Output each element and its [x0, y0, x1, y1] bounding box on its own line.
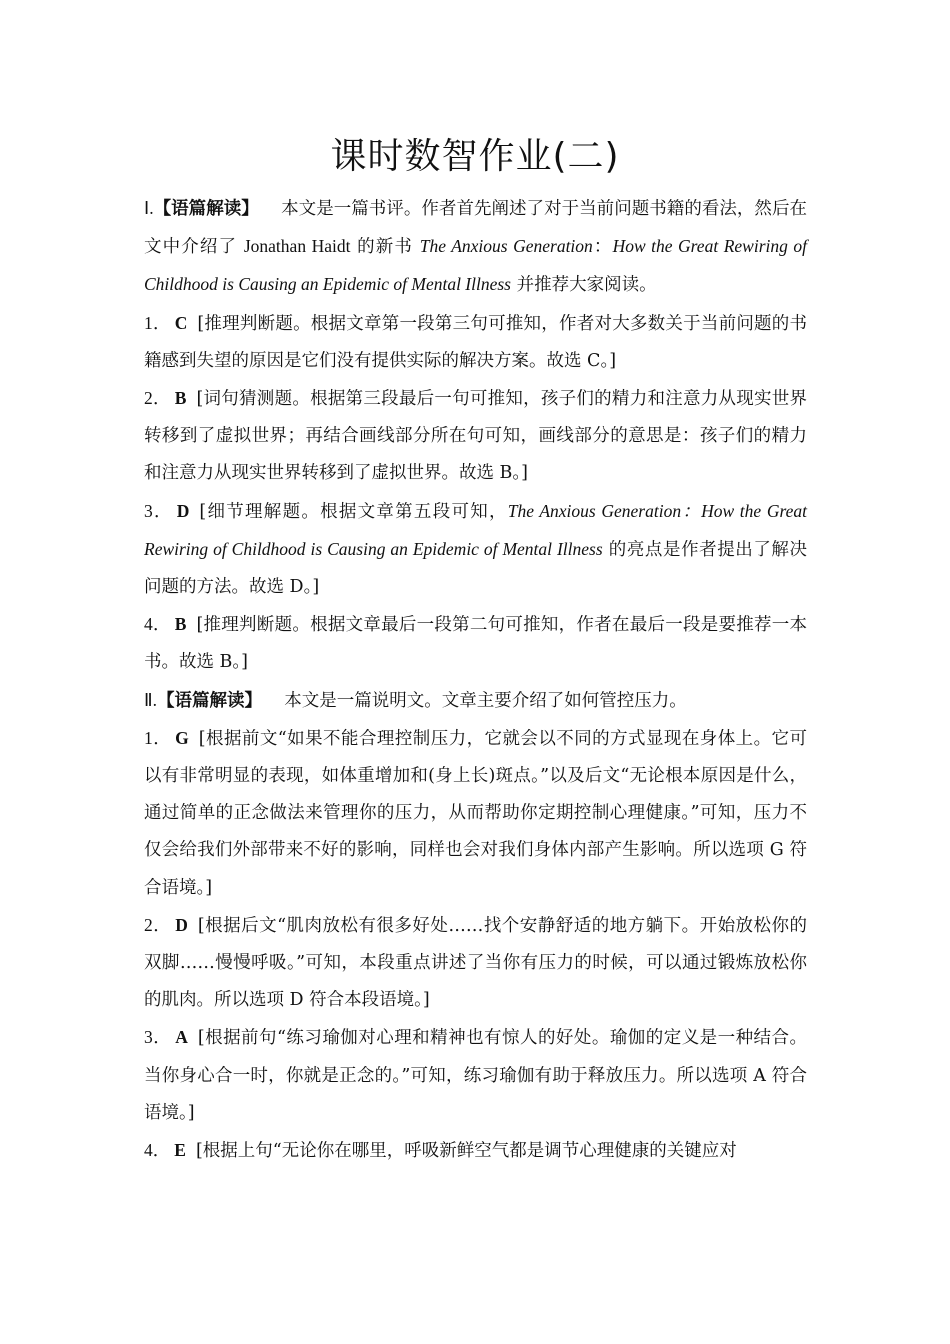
section1-book-subtitle: How the Great Rewiring of Childhood is Causing an Epidemic of Mental Illness [144, 236, 807, 295]
question-number: 1． [144, 312, 171, 333]
explanation: [根据前文“如果不能合理控制压力，它就会以不同的方式显现在身体上。它可以有非常明显的表现，如体重增加和(身上长)斑点。”以及后文“无论根本原因是什么，通过简单的正念做法来管理你的压力，从而帮助你定期控制心理健康。”可知，压力不仅会给我们外部带来不好的影响，同样也会对我们身体内部产生影响。所以选项 G 符合语境。] [144, 728, 808, 898]
section1-colon: ： [592, 237, 613, 258]
explanation: [推理判断题。根据文章最后一段第二句可推知，作者在最后一段是要推荐一本书。故选 B。] [144, 615, 807, 673]
section1-intro [144, 190, 807, 305]
book-title: The Anxious Generation：How the Great Rewiring of Childhood is Causing an Epidemic of Mental Illness [144, 500, 807, 559]
answer-letter: A [175, 1027, 188, 1048]
document-body [144, 190, 807, 1170]
section2-intro-text: 本文是一篇说明文。文章主要介绍了如何管控压力。 [284, 690, 687, 711]
section2-number: Ⅱ. [144, 689, 157, 710]
explanation: [根据上句“无论你在哪里，呼吸新鲜空气都是调节心理健康的关键应对 [195, 1141, 737, 1162]
question-number: 4． [144, 614, 171, 635]
section1-tag: 【语篇解读】 [153, 199, 259, 219]
question-number: 2． [144, 388, 171, 409]
question-number: 3． [144, 1027, 172, 1048]
section1-author: Jonathan Haidt [243, 236, 351, 257]
answer-letter: D [176, 500, 190, 521]
section2-q4 [144, 1132, 807, 1170]
answer-letter: E [174, 1140, 186, 1161]
section1-q1 [144, 305, 807, 380]
section1-intro-text-c: 并推荐大家阅读。 [516, 275, 657, 296]
section1-q2 [144, 380, 807, 493]
page-title: 课时数智作业(二) [330, 136, 620, 177]
question-number: 3． [144, 500, 173, 521]
question-number: 4． [144, 1140, 171, 1161]
explanation: [根据前句“练习瑜伽对心理和精神也有惊人的好处。瑜伽的定义是一种结合。当你身心合一时，你就是正念的。”可知，练习瑜伽有助于释放压力。所以选项 A 符合语境。] [144, 1028, 807, 1123]
section1-q4 [144, 606, 807, 681]
section2-tag: 【语篇解读】 [157, 690, 262, 711]
explanation-b: 的亮点是作者提出了解决问题的方法。故选 D。] [144, 539, 807, 598]
section1-book-title: The Anxious Generation [419, 236, 593, 257]
explanation-a: [细节理解题。根据文章第五段可知， [199, 501, 508, 522]
answer-letter: B [174, 388, 187, 409]
section1-q3 [144, 493, 807, 607]
section2-q3 [144, 1019, 807, 1132]
answer-letter: C [174, 312, 188, 333]
answer-letter: B [174, 614, 187, 635]
question-number: 2． [144, 914, 172, 935]
section2-q1 [144, 720, 807, 907]
question-number: 1． [144, 727, 172, 748]
section2-intro [144, 682, 807, 720]
explanation: [推理判断题。根据文章第一段第三句可推知，作者对大多数关于当前问题的书籍感到失望的原因是它们没有提供实际的解决方案。故选 C。] [144, 313, 808, 371]
answer-letter: D [175, 914, 188, 935]
explanation: [词句猜测题。根据第三段最后一句可推知，孩子们的精力和注意力从现实世界转移到了虚拟世界；再结合画线部分所在句可知，画线部分的意思是：孩子们的精力和注意力从现实世界转移到了虚拟世界。故选 B。] [144, 389, 807, 484]
section2-q2 [144, 907, 807, 1020]
section1-intro-text-b: 的新书 [357, 237, 414, 258]
section1-number: Ⅰ. [144, 198, 154, 218]
explanation: [根据后文“肌肉放松有很多好处……找个安静舒适的地方躺下。开始放松你的双脚……慢慢呼吸。”可知，本段重点讲述了当你有压力的时候，可以通过锻炼放松你的肌肉。所以选项 D 符合本段语境。] [144, 915, 807, 1011]
answer-letter: G [175, 727, 189, 748]
section1-intro-text-a: 本文是一篇书评。作者首先阐述了对于当前问题书籍的看法，然后在文中介绍了 [144, 199, 807, 258]
